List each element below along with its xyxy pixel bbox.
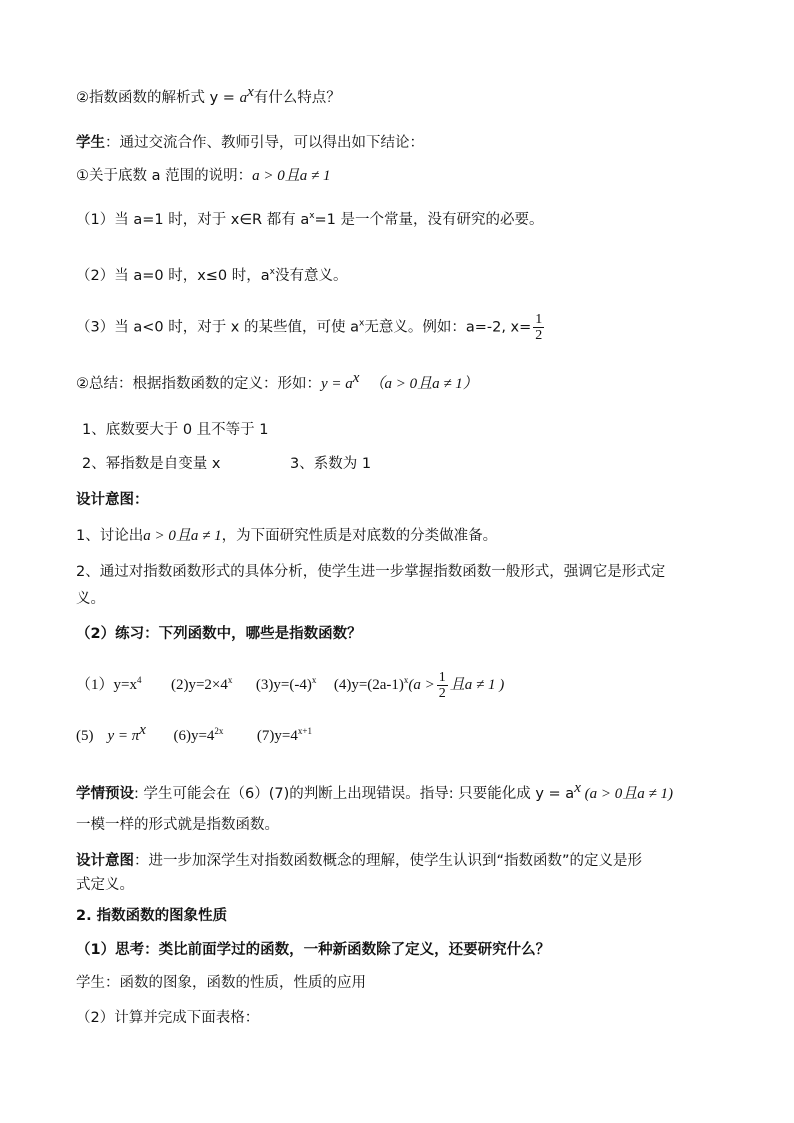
formula-base: a (239, 90, 248, 106)
exercise-item-5-sup: x (139, 722, 146, 738)
student-answer: 学生：函数的图象，函数的性质，性质的应用 (76, 975, 366, 991)
exercise-item-6: (6)y=4 (173, 728, 215, 744)
summary-condition: （a > 0且a ≠ 1） (369, 376, 478, 392)
formula-exponent: x (247, 84, 254, 101)
student-text: ：通过交流合作、教师引导，可以得出如下结论： (105, 135, 424, 151)
question-lead: ②指数函数的解析式 y = (76, 90, 240, 106)
design-line1-condition: a > 0且a ≠ 1 (143, 528, 222, 544)
question-tail: 有什么特点？ (253, 90, 341, 106)
exercise-item-3: (3)y=(-4) (255, 676, 312, 693)
exercise-item-2-sup: x (227, 674, 233, 685)
design2-line2: 式定义。 (76, 877, 134, 893)
base-range-condition: a > 0且a ≠ 1 (252, 168, 331, 184)
preview-text: : 学生可能会在（6）(7)的判断上出现错误。指导: 只要能化成 y = a (134, 786, 575, 802)
design2-text: ：进一步加深学生对指数函数概念的理解，使学生认识到“指数函数”的定义是形 (134, 853, 643, 869)
exercise-item-4-fraction (437, 670, 448, 701)
summary-expression: y = a (321, 376, 353, 392)
design-intent-line2b: 义。 (76, 591, 105, 607)
case-one-text-b: =1 是一个常量，没有研究的必要。 (314, 212, 544, 228)
case-three-fraction (533, 312, 544, 343)
exercise-item-5: (5) (76, 728, 94, 744)
case-three-text-b: 无意义。例如：a=-2, x= (364, 319, 532, 336)
exercise-item-1: （1）y=x (76, 676, 137, 693)
design-intent-title: 设计意图： (76, 492, 149, 508)
fraction-denominator: 2 (535, 328, 543, 343)
exercise-item-2: (2)y=2×4 (170, 676, 228, 693)
design-line1-b: ，为下面研究性质是对底数的分类做准备。 (221, 528, 498, 544)
exercise-item-7: (7)y=4 (256, 728, 298, 744)
exercise-item-4: (4)y=(2a-1) (333, 676, 404, 693)
case-one (76, 210, 544, 230)
case-two-text-b: 没有意义。 (274, 268, 348, 284)
fraction-denominator: 2 (438, 686, 446, 701)
exercise-row-2 (76, 722, 312, 746)
exercise-item-3-sup: x (311, 674, 317, 685)
summary-definition (76, 370, 478, 394)
design-intent-line2a: 2、通过对指数函数形式的具体分析，使学生进一步掌握指数函数一般形式，强调它是形式定 (76, 564, 666, 580)
summary-sup: x (352, 370, 360, 387)
design-intent-2 (76, 851, 642, 871)
case-two-text-a: （2）当 a=0 时，x≤0 时，a (76, 268, 270, 284)
preview-label: 学情预设 (76, 786, 134, 802)
summary-lead: ②总结：根据指数函数的定义：形如： (76, 376, 321, 392)
exercise-item-1-sup: 4 (136, 674, 142, 685)
think-question: （1）思考：类比前面学过的函数，一种新函数除了定义，还要研究什么？ (76, 942, 551, 958)
student-label: 学生 (76, 135, 105, 151)
exercise-title: （2）练习：下列函数中，哪些是指数函数？ (76, 626, 362, 642)
design2-label: 设计意图 (76, 853, 134, 869)
case-three-text-a: （3）当 a<0 时，对于 x 的某些值，可使 a (76, 319, 359, 336)
base-range-lead: ①关于底数 a 范围的说明： (76, 168, 253, 184)
case-three-sup: x (359, 318, 365, 329)
case-two-sup: x (269, 267, 275, 278)
preview-sup: x (574, 780, 581, 797)
case-two (76, 266, 347, 286)
point-three: 3、系数为 1 (290, 456, 372, 472)
case-one-sup: x (309, 211, 315, 222)
case-three (76, 312, 546, 343)
exercise-item-5-expr: y = π (107, 728, 140, 744)
design-line1-a: 1、讨论出 (76, 528, 144, 544)
case-one-text-a: （1）当 a=1 时，对于 x∈R 都有 a (76, 212, 310, 228)
base-range-note (76, 166, 330, 186)
student-conclusion (76, 133, 424, 153)
design-intent-line1 (76, 526, 497, 546)
preview-line2: 一模一样的形式就是指数函数。 (76, 817, 279, 833)
section-title: 2. 指数函数的图象性质 (76, 908, 228, 924)
exercise-row-1 (76, 670, 504, 701)
exercise-item-4-cond-b: 且a ≠ 1 ) (449, 676, 505, 693)
exercise-item-7-sup: x+1 (297, 726, 312, 736)
fraction-numerator: 1 (438, 670, 446, 685)
question-analytic-form (76, 84, 341, 108)
point-one: 1、底数要大于 0 且不等于 1 (82, 422, 269, 438)
point-two: 2、幂指数是自变量 x (82, 456, 221, 472)
exercise-item-4-cond-a: (a > (408, 676, 435, 693)
compute-table-prompt: （2）计算并完成下面表格： (76, 1010, 260, 1026)
preview-condition: (a > 0且a ≠ 1) (580, 786, 673, 802)
exercise-item-6-sup: 2x (214, 726, 224, 736)
learning-preview (76, 780, 673, 804)
fraction-numerator: 1 (535, 312, 543, 327)
exercise-item-4-sup: x (403, 674, 409, 685)
